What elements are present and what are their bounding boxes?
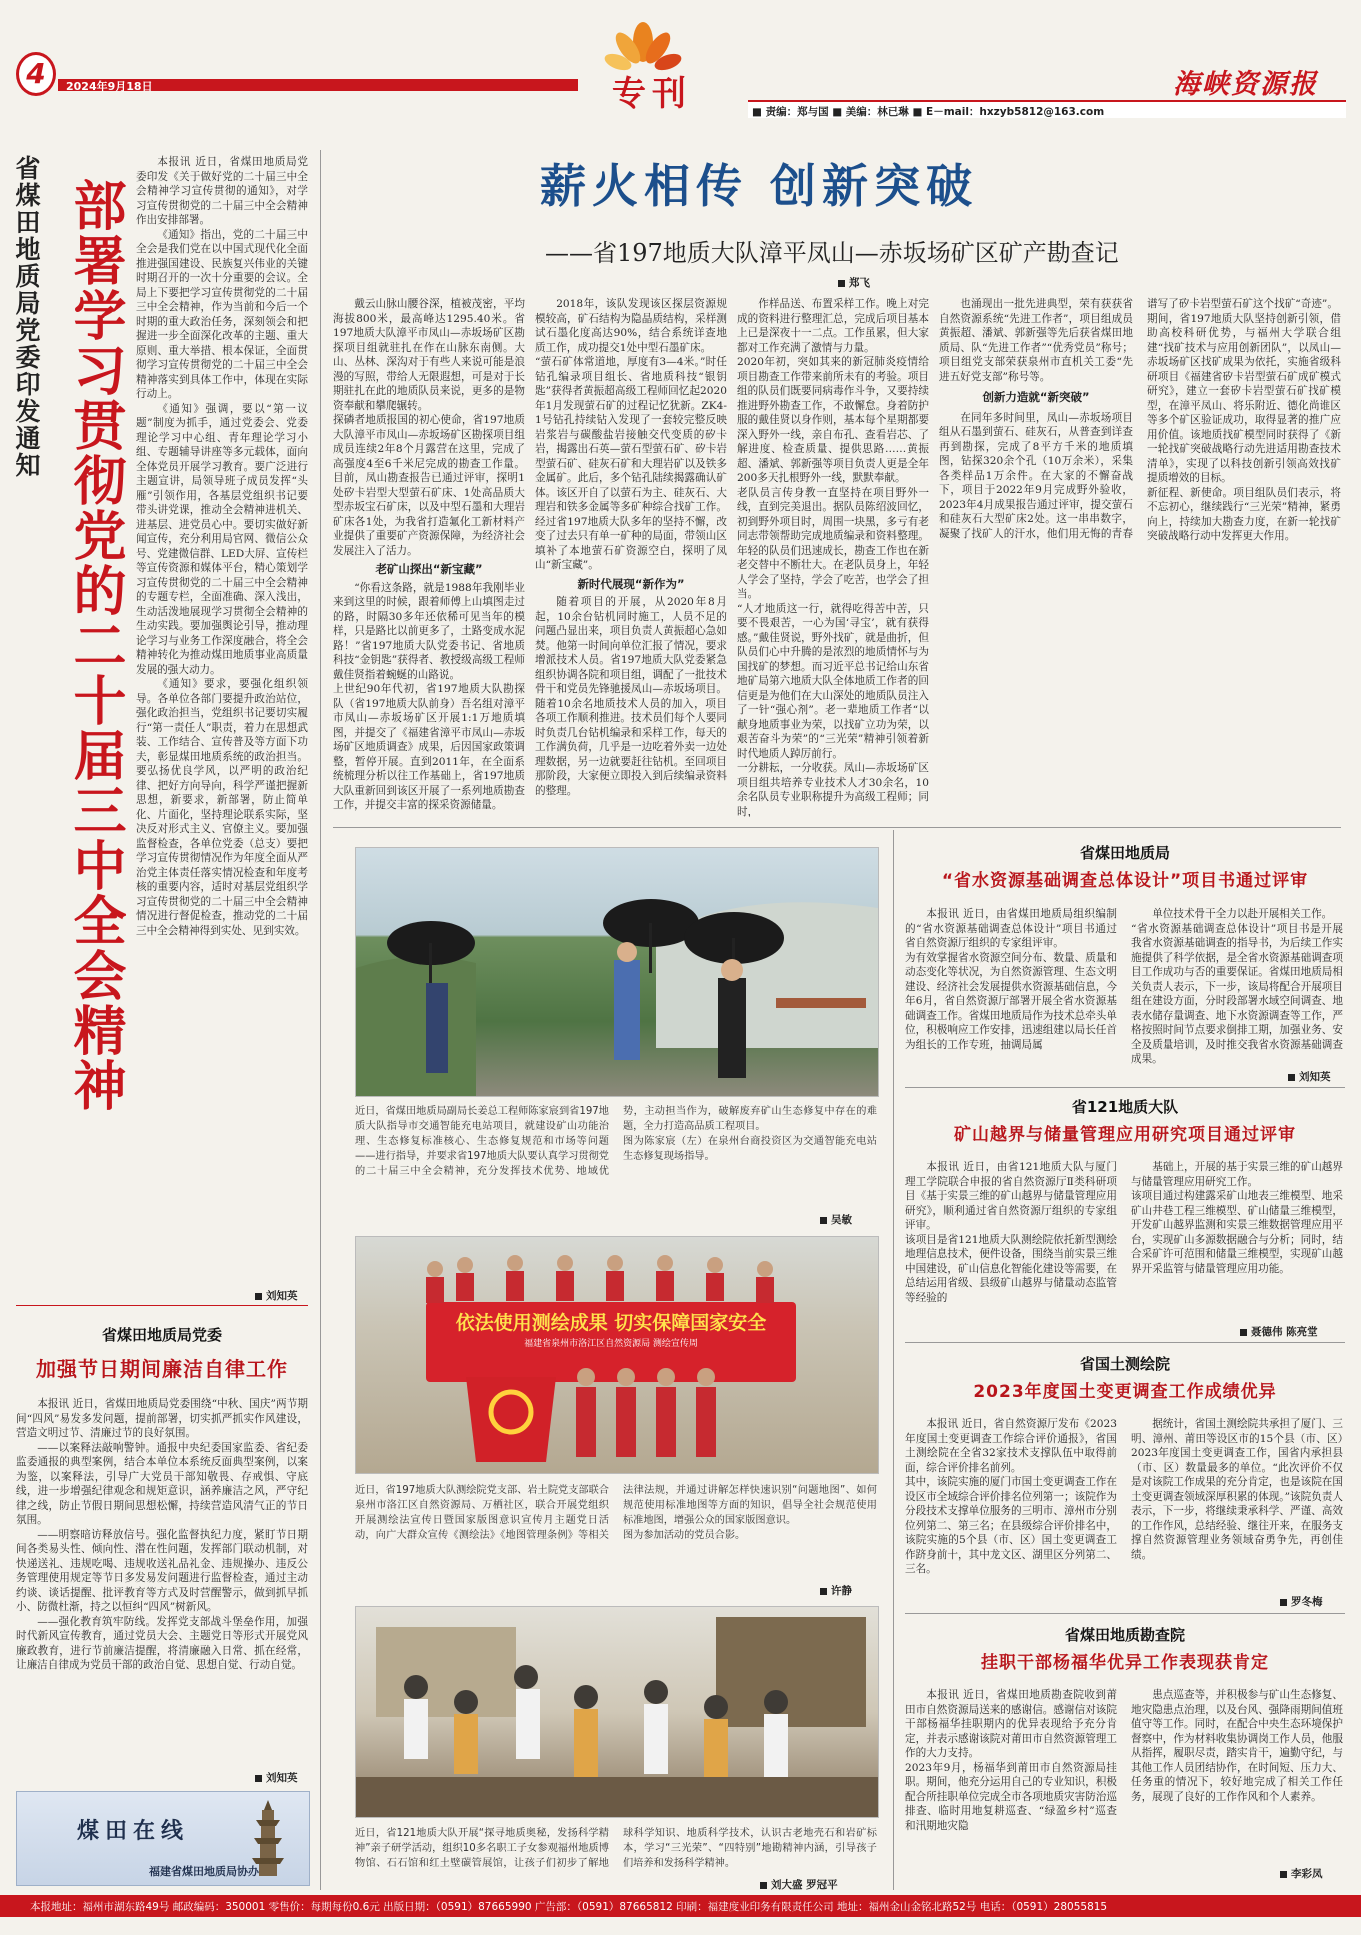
banner-slogan: 依法使用测绘成果 切实保障国家安全 (455, 1312, 767, 1334)
d121-title: 矿山越界与储量管理应用研究项目通过评审 (954, 1125, 1296, 1145)
divider (16, 1305, 308, 1306)
lead-body (136, 155, 308, 1286)
lead-byline (255, 1288, 298, 1303)
photo3-byline (760, 1877, 838, 1892)
feature-text-4: 也涌现出一批先进典型，荣有获获省自然资源系统“先进工作者”，项目组成员黄振超、潘斌、郭新强等先后获省煤田地质局、队“先进工作者”“优秀党员”称号；项目组党支部荣获泉州市直机关工委“先进五好党支部”称号等。 (939, 298, 1133, 383)
page-number: 4 (26, 57, 46, 90)
photo3-caption: 近日，省121地质大队开展“探寻地质奥秘，发扬科学精神”亲子研学活动，组织10多名职工子女参观福州地质博物馆、石石馆和红土壁碳管展馆，让孩子们初步了解地球科学知识、地质科学技术，认识古老地壳石和岩矿标本，学习“三光荣”、“四特别”地勘精神内涵，引导孩子们培养和发扬科学精神。 (355, 1828, 877, 1869)
lianzheng-paragraph: ——强化教育筑牢防线。发挥党支部战斗堡垒作用，加强时代新风宣传教育，通过党员大会、主题党日等形式开展党风廉政教育，进行节前廉洁提醒，将清廉融入日常、抓在经常，让廉洁自律成为党员干部的政治自觉、思想自觉、行动自觉。 (16, 1615, 308, 1671)
d121-left: 本报讯 近日，由省121地质大队与厦门理工学院联合申报的省自然资源厅Ⅱ类科研项目《基于实景三维的矿山越界与储量管理应用研究》，顺利通过省自然资源厅组织的专家组评审。 该项目是省121地质大队测绘院依托新型测绘地理信息技术，便件设备，围绕当前实景三维中国建设，矿山信息化智能化建设等需要，在总结运用省级、县级矿山越界与储量动态监管等经验的 (905, 1161, 1117, 1304)
mbjc-right: 单位技术骨干全力以赴开展相关工作。 “省水资源基础调查总体设计”项目书是开展我省水资源基础调查的指导书，为后续工作实施提供了科学依据，是全省水资源基础调查项目工作成功与否的重要保证。省煤田地质局相关负责人表示，下一步，该局将配合开展项目组在建设方面，分时段部署水域空间调查、地表水储存量调查、地下水资源调查等工作，严格按照时间节点要求倒排工期，加强业务、安全及质量培训，及时推交我省水资源基础调查成果。 (1131, 908, 1343, 1065)
lianzheng-byline (255, 1770, 298, 1785)
mbjc-left: 本报讯 近日，由省煤田地质局组织编制的“省水资源基础调查总体设计”项目书通过省自然资源厅组织的专家组评审。 为有效掌握省水资源空间分布、数量、质量和动态变化等状况，为自然资源管理、生态文明建设、经济社会发展提供水资源基础信息，今年6月，省自然资源厅部署开展全省水资源基础调查工作。省煤田地质局作为技术总牵头单位，积极响应工作安排，迅速组建以局长任首为组长的工作专班，抽调局属 (905, 908, 1117, 1051)
lianzheng-title: 加强节日期间廉洁自律工作 (36, 1357, 288, 1381)
tc-title: 2023年度国土变更调查工作成绩优异 (973, 1382, 1277, 1402)
mkc-left: 本报讯 近日，省煤田地质勘查院收到莆田市自然资源局送来的感谢信。感谢信对该院干部杨福华挂职期内的优异表现给予充分肯定，并表示感谢该院对莆田市自然资源管理工作的大力支持。 2023年9月，杨福华到莆田市自然资源局挂职。期间，他充分运用自己的专业知识，积极配合所挂职单位完成全市各项地质灾害防治巡排查、临时用地复耕巡查、“绿盈乡村”巡查和汛期地灾隐 (905, 1689, 1117, 1832)
meitian-online-title: 煤田在线 (77, 1819, 190, 1844)
divider (905, 1613, 1345, 1614)
feature-text-4b: 在同年多时间里，凤山—赤坂场项目组从石墨到萤石、硅灰石，从普查到详查再到勘探，完成了8平方千米的地质填图，钻探320余个孔（10万余米），采集各类样品1万余件。在大家的不懈奋战下，项目于2022年9月完成野外验收，2023年4月成果报告通过评审，提交萤石和硅灰石大型矿床2处。这一串串数字，凝聚了找矿人的汗水，他们用无悔的青春谱写了矽卡岩型萤石矿这个找矿“奇迹”。 期间，省197地质大队坚持创新引领，借助高校科研优势，与福州大学联合组建“找矿技术与应用创新团队”，以凤山—赤坂场矿区找矿成果为依托，实施省级科研项目《福建省矽卡岩型萤石矿成矿模式研究》，建立一套矽卡岩型萤石矿找矿模型，在漳平凤山、将乐附近、德化尚谁区等多个矿区验证成功，取得显著的推广应用价值。该地质找矿模型同时获得了《新一轮找矿突破战略行动先进适用勘查技术清单》，实现了以科技创新引领高效找矿提质增效的目标。 新征程、新使命。项目组队员们表示，将不忘初心，继续践行“三光荣”精神，紧勇向上，持续加大勘查力度，在新一轮找矿突破战略行动中发挥更大作用。 (939, 298, 1341, 542)
page-number-badge (16, 52, 56, 96)
masthead-date-bar (58, 79, 578, 91)
feature-subtitle: ——省197地质大队漳平凤山—赤坂场矿区矿产勘查记 (545, 239, 1119, 267)
museum-children-illustration (356, 1607, 878, 1817)
photo2-byline (820, 1583, 852, 1598)
editor-info: ■ 责编：郑与国 ■ 美编：林已琳 ■ E－mail：hxzyb5812@163.com (752, 106, 1105, 118)
d121-org: 省121地质大队 (1071, 1098, 1179, 1116)
d121-byline (1240, 1324, 1318, 1339)
mbjc-title: “省水资源基础调查总体设计”项目书通过评审 (941, 871, 1309, 891)
mbjc-byline (1288, 1069, 1331, 1084)
byline-text: 刘大盛 罗冠平 (771, 1879, 838, 1891)
photo1-caption: 近日，省煤田地质局副局长姜总工程师陈家宸到省197地质大队指导市交通智能充电站项目，就建设矿山功能治理、生态修复标准核心、生态修复规范和市场等问题——进行指导，并要求省197地质大队要认真学习贯彻党的二十届三中全会精神，充分发挥技术优势、地域优势，主动担当作为，破解废弃矿山生态修复中存在的难题，全力打造高品质工程项目。 图为陈家宸（左）在泉州台商投资区为交通智能充电站生态修复现场指导。 (355, 1106, 877, 1177)
divider (905, 1342, 1345, 1343)
lead-kicker: 省煤田地质局党委印发通知 (12, 155, 41, 479)
footer-info: 本报地址：福州市湖东路49号 邮政编码：350001 零售价：每期每份0.6元 出版日期：（0591）87665990 广告部：（0591）87665812 印刷：福建度业印务有限责任公司 地址：福州金山金铭北路52号 电话：（0591）28055815 (30, 1901, 1108, 1913)
d121-right: 基础上，开展的基于实景三维的矿山越界与储量管理应用研究工作。 该项目通过构建露采矿山地表三维模型、地采矿山井巷工程三维模型、矿山储量三维模型，开发矿山越界监测和实景三维数据管理应用平台，实现矿山多源数据融合与分析；同时，结合采矿许可范围和储量三维模型，实现矿山越界开采监管与储量管理应用功能。 (1131, 1161, 1343, 1275)
feature-col-2 (535, 297, 727, 817)
banner-subtitle: 福建省泉州市洛江区自然资源局 测绘宣传周 (524, 1339, 698, 1349)
mkc-byline (1280, 1866, 1323, 1881)
feature-subhead-4: 创新力造就“新突破” (982, 390, 1090, 404)
mbjc-org: 省煤田地质局 (1079, 844, 1170, 862)
section-title: 专刊 (612, 74, 692, 114)
photo1-byline (820, 1212, 852, 1227)
meitian-online-box (16, 1791, 310, 1886)
byline-text: 聂德伟 陈亮堂 (1251, 1326, 1318, 1338)
issue-date: 2024年9月18日 (66, 80, 153, 93)
feature-col-1 (333, 297, 525, 817)
byline-text: 罗冬梅 (1291, 1596, 1323, 1608)
byline-text: 刘知英 (1299, 1071, 1331, 1083)
tc-org: 省国土测绘院 (1079, 1355, 1170, 1373)
feature-text-3: 作样品送、布置采样工作。晚上对完成的资料进行整理汇总，完成后项目基本上已是深夜十一二点。工作虽累，但大家都对工作充满了激情与力量。 2020年初，突如其来的新冠肺炎疫情给项目勘查工作带来前所未有的考验。项目组的队员们既要同病毒作斗争，又要持续推进野外勘查工作，不敢懈怠。身着防护服的戴佳贤以身作则，基本每个星期都要深入野外一线，亲自布孔、查看岩芯、了解进度、检查质量、提供思路……黄振超、潘斌、郭新强等项目负责人更是全年200多天扎根野外一线，默默奉献。 老队员言传身教一直坚持在项目野外一线，直到完美退出。据队员陈绍波回忆，初到野外项目时，周围一块黑，多亏有老同志带领帮助完成地质编录和资料整理。年轻的队员们迅速成长，勘查工作也在新老交替中不断壮大。在老队员身上，年轻人学会了坚持，学会了吃苦，也学会了担当。 “人才地质这一行，就得吃得苦中苦，只要不畏艰苦，一心为国‘寻宝’，就有获得感。”戴佳贤说，野外找矿，就是曲折，但队员们心中升腾的是浓烈的地质情怀与为国找矿的梦想。而习近平总书记给山东省地矿局第六地质大队全体地质工作者的回信更是为他们在大山深处的地质队员注入了一针“强心剂”。老一辈地质工作者“以献身地质事业为荣，以找矿立功为荣，以艰苦奋斗为荣”的“三光荣”精神引领着新时代地质人踔厉前行。 一分耕耘，一分收获。凤山—赤坂场矿区项目组共培养专业技术人才30余名，10余名队员专业职称提升为高级工程师；同时， (737, 298, 929, 817)
feature-text-2: 2018年，该队发现该区探层资源规模较高，矿石结构为隐晶质结构，采样测试石墨化度高达90%，结合系统详查地质工作，成功提交1处中型石墨矿床。 “萤石矿体常道地，厚度有3—4米。”时任钻孔编录项目组长、省地质科技“银钥匙”获得者黄振超高级工程师回忆起2020年1月发现萤石矿的过程记忆犹新。ZK4-1号钻孔持续钻入发现了一套较完整反映岩浆岩与碳酸盐岩接触交代变质的矽卡岩，揭露出石英—萤石型萤石矿、矽卡岩型萤石矿、硅灰石矿和大理岩矿以及铁多金属矿。此后，多个钻孔陆续揭露确认矿体。该区开自了以萤石为主、硅灰石、大理岩和铁多金属等多矿种综合找矿工作。经过省197地质大队多年的坚持不懈，改变了过去只有单一矿种的局面，带领山区填补了本地萤石矿资源空白，探明了凤山“新宝藏”。 (535, 298, 727, 571)
mkc-right: 患点巡查等，并积极参与矿山生态修复、地灾隐患点治理，以及台风、强降雨期间值班值守等工作。同时，在配合中央生态环境保护督察中，作为材料收集协调岗工作人员，他服从指挥，履职尽责，踏实肯干，遍勤守纪，与其他工作人员团结协作，在时间短、压力大、任务重的情况下，较好地完成了相关工作任务，展现了良好的工作作风和个人素养。 (1131, 1689, 1343, 1803)
column-divider (893, 830, 894, 1890)
feature-text-2b: 随着项目的开展，从2020年8月起，10余台钻机同时施工，人员不足的问题凸显出来，项目负责人黄振超心急如焚。他第一时间向单位汇报了情况，要求增派技术人员。省197地质大队党委紧急组织协调各院和项目组，调配了一批技术骨干和党员先锋驰援凤山—赤坂场项目。随着10余名地质技术人员的加入，项目各项工作顺利推进。技术员们每个人要同时负责几台钻机编录和采样工作，每天的工作满负荷，几乎是一边吃着外卖一边处理数据，另一边就要赶往钻机。至回项目那阶段，大家便立即投入到后续编录资料的整理。 (535, 596, 727, 797)
lianzheng-org: 省煤田地质局党委 (101, 1326, 222, 1344)
newspaper-logo: 海峡资源报 (1173, 69, 1318, 100)
lead-paragraph: 本报讯 近日，省煤田地质局党委印发《关于做好党的二十届三中全会精神学习宣传贯彻的通知》，对学习宣传贯彻党的二十届三中全会精神作出安排部署。 (136, 156, 308, 226)
mkc-title: 挂职干部杨福华优异工作表现获肯定 (981, 1653, 1269, 1673)
meitian-online-sponsor: 福建省煤田地质局协办 (149, 1865, 259, 1878)
byline-text: 郑飞 (849, 277, 870, 289)
column-divider (320, 150, 321, 1890)
people-group-illustration (356, 1237, 878, 1473)
photo2-caption: 近日，省197地质大队测绘院党支部、岩土院党支部联合泉州市洛江区自然资源局、万栖社区，联合开展党组织开展测绘法宣传日暨国家版图意识宣传月主题党日活动，向广大群众宣传《测绘法》《地图管理条例》等相关法律法规，并通过讲解怎样快速识别“问题地图”、如何规范使用标准地图等方面的知识，倡导全社会规范使用标准地图，增强公众的国家版图意识。 图为参加活动的党员合影。 (355, 1485, 877, 1541)
tc-left: 本报讯 近日，省自然资源厅发布《2023年度国土变更调查工作综合评价通报》，省国土测绘院在全省32家技术支撑队伍中取得前面，综合评价排名前列。 其中，该院实施的厦门市国土变更调查工作在设区市全域综合评价排名位列第一；该院作为分段技术支撑单位服务的三明市、漳州市分别位列第二、第三名；在县级综合评价排名中，该院实施的5个县（市、区）国土变更调查工作跻身前十，其中龙文区、湖里区分列第二、三名。 (905, 1418, 1117, 1575)
lianzheng-body (16, 1397, 308, 1767)
byline-text: 许静 (831, 1585, 852, 1597)
feature-subhead-2: 新时代展现“新作为” (577, 576, 685, 591)
byline-text: 刘知英 (266, 1290, 298, 1302)
photo-group-banner (355, 1236, 879, 1474)
byline-text: 李彩凤 (1291, 1868, 1323, 1880)
feature-subhead-1: 老矿山探出“新宝藏” (375, 562, 483, 576)
feature-col-3 (737, 297, 929, 817)
lianzheng-paragraph: ——明察暗访释放信号。强化监督执纪力度，紧盯节日期间各类易头性、倾向性、潜在性问题，发挥部门联动机制，对快递送礼、违规吃喝、违规收送礼品礼金、违规操办、违反公务管理使用规定等节日多发易发问题进行监督检查，通过主动约谈、谈话提醒、批评教育等方式及时营醒警示，做到抓早抓小、防微杜渐，持之以恒纠“四风”树新风。 (16, 1528, 308, 1613)
tc-right: 据统计，省国土测绘院共承担了厦门、三明、漳州、莆田等设区市的15个县（市、区）2023年度国土变更调查工作，国省内承担县（市、区）数量最多的单位。“此次评价不仅是对该院工作成果的充分肯定，也是该院在国土变更调查领域深厚积累的体现。”该院负责人表示，下一步，将继续秉承科学、严谨、高效的工作作风，总结经验、继往开来，在服务支撑自然资源管理业务领域奋勇争先，再创佳绩。 (1131, 1418, 1343, 1561)
lianzheng-paragraph: ——以案释法敲响警钟。通报中央纪委国家监委、省纪委监委通报的典型案例，结合本单位本系统反面典型案例，以案为鉴，以案释法，引导广大党员干部知敬畏、存戒惧、守底线，进一步增强纪律观念和规矩意识，涵养廉洁之风，严守纪律之线，防止节假日期间思想松懈，持续营造风清气正的节日氛围。 (16, 1441, 308, 1526)
feature-byline (838, 275, 870, 290)
feature-col-4 (939, 297, 1341, 817)
divider (333, 827, 1341, 828)
byline-text: 刘知英 (266, 1772, 298, 1784)
byline-text: 吴敏 (831, 1214, 852, 1226)
lead-paragraph: 《通知》强调，要以“第一议题”制度为抓手，通过党委会、党委理论学习中心组、青年理论学习小组、专题辅导讲座等多元载体，面向全体党员开展学习教育。要广泛进行主题宣讲，局领导班子成员发挥“头雁”引领作用，各基层党组织书记要带头讲党课，推动全会精神进机关、进基层、进党员心中。要切实做好新闻宣传，充分利用局官网、微信公众号、党建微信群、LED大屏、宣传栏等宣传资源和媒体平台，精心策划学习宣传贯彻党的二十届三中全会精神的专题专栏，全面准确、深入浅出，生动活泼地展现学习贯彻全会精神的生动实践。要加强舆论引导，推动理论学习与业务工作深度融合，将全会精神转化为推动煤田地质事业高质量发展的强大动力。 (136, 402, 308, 676)
photo-museum-visit (355, 1606, 879, 1818)
lead-paragraph: 《通知》要求，要强化组织领导。各单位各部门要提升政治站位，强化政治担当，党组织书记要切实履行“第一责任人”职责，着力在思想武装、工作结合、宣传普及等方面下功夫，彰显煤田地质系统的政治担当。要弘扬优良学风，以严明的政治纪律、把好方向导向，科学严谨把握新思想，新要求，新部署，防止简单化、片面化，坚持理论联系实际，坚决反对形式主义、官僚主义。要加强监督检查，各单位党委（总支）要把学习宣传贯彻情况作为年度全面从严治党主体责任落实情况检查和年度考核的重要内容，适时对基层党组织学习宣传贯彻党的二十届三中全会精神情况进行督促检查，推动党的二十届三中全会精神得到实处、见到实效。 (136, 678, 308, 937)
divider (905, 1087, 1345, 1088)
mkc-org: 省煤田地质勘查院 (1064, 1626, 1185, 1644)
umbrella-people-illustration (356, 848, 878, 1096)
lead-headline: 部署学习贯彻党的二十届三中全会精神 (65, 178, 126, 1113)
feature-text-1b: “你看这条路，就是1988年我刚毕业来到这里的时候，跟着师傅上山填图走过的路，时隔30多年还依稀可见当年的模样，只是路比以前更多了，土路变成水泥路！”省197地质大队党委书记、省地质科技“金钥匙”获得者、教授级高级工程师戴佳贤指着蜿蜒的山路说。 上世纪90年代初，省197地质大队勘探队（省197地质大队前身）吾名组对漳平市凤山—赤坂场矿区开展1:1万地质填图，并提交了《福建省漳平市凤山—赤坂场矿区地质调查》成果，后因国家政策调整，暂停开展。直到2011年，在全面系统梳理分析以往工作基础上，省197地质大队重新回到该区开展了一系列地质勘查工作，并提交丰富的探采资源储量。 (333, 581, 525, 811)
feature-text-1: 戴云山脉山腰谷深，植被茂密，平均海拔800米，最高峰达1295.40米。省197地质大队漳平市凤山—赤坂场矿区勘探项目组就驻扎在作在山脉东南侧。大山、丛林、深沟对于有些人来说可能是浪漫的写照，带给人无限遐想，可是对于长期驻扎在此的地质队员来说，更多的是物资奉献和攀爬辗转。 探磷者地质报国的初心使命，省197地质大队漳平市凤山—赤坂场矿区勘探项目组成员连续2年8个月露营在这里，完成了高强度4至6千米尼完成的勘查工作量。目前，凤山勘查报告已通过评审，探明1处矽卡岩型大型萤石矿床、1处高品质大型赤坂宝石矿床，以及中型石墨和大理岩矿床各1处，为我省打造氟化工新材料产业提供了重要矿产资源保障，为经济社会发展注入了活力。 (333, 298, 525, 557)
masthead-right-bar (748, 100, 1346, 118)
footer-bar (0, 1895, 1361, 1917)
lianzheng-paragraph: 本报讯 近日，省煤田地质局党委围绕“中秋、国庆”两节期间“四风”易发多发问题，提前部署，切实抓严抓实作风建设，营造文明过节、清廉过节的良好氛围。 (16, 1398, 308, 1439)
lead-paragraph: 《通知》指出，党的二十届三中全会是我们党在以中国式现代化全面推进强国建设、民族复兴伟业的关键时期召开的一次十分重要的会议。全局上下要把学习宣传贯彻党的二十届三中全会精神，作为当前和今后一个时期的重大政治任务，深刻领会和把握进一步全面深化改革的主题、重大原则、重大举措、根本保证，全面贯彻学习宣传贯彻党的二十届三中全会精神落实到具体工作中，体现在实际行动上。 (136, 228, 308, 400)
tc-byline (1280, 1594, 1323, 1609)
photo-field-inspection (355, 847, 879, 1097)
feature-title: 薪火相传 创新突破 (540, 159, 979, 213)
